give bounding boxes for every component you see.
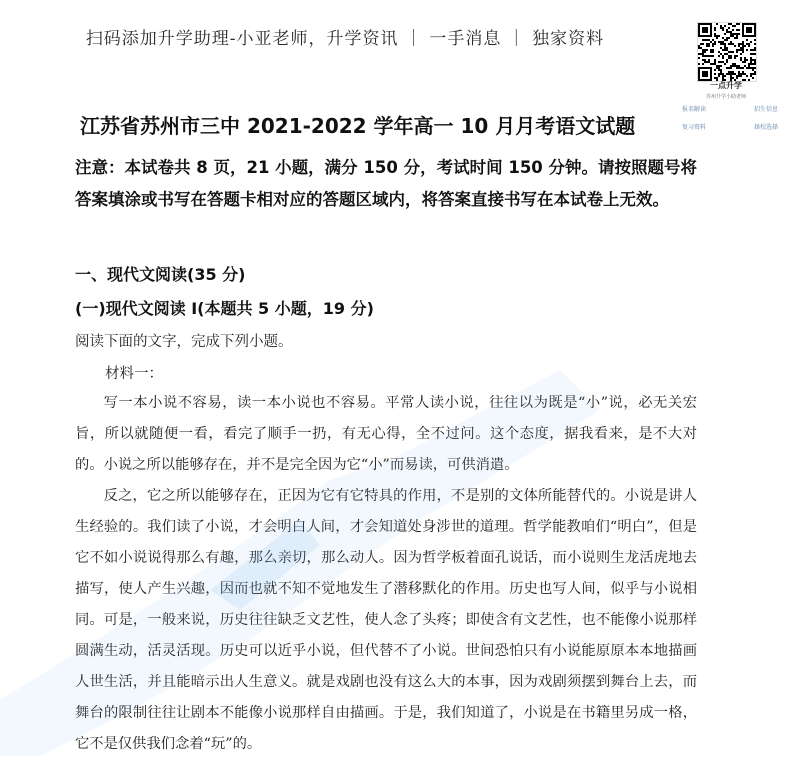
qr-code-image: [697, 22, 757, 82]
qr-code-icon: [698, 23, 756, 81]
subsection-heading: (一)现代文阅读 I(本题共 5 小题，19 分): [75, 299, 374, 318]
qr-link-item[interactable]: 报名解读: [682, 106, 707, 113]
paragraph: 反之，它之所以能够存在，正因为它有它特具的作用，不是别的文体所能替代的。小说是讲人生经验的。我们读了小说，才会明白人间，才会知道处身涉世的道理。哲学能教咱们“明白”，但是它不如小说说得那么有趣，那么亲切，那么动人。因为哲学板着面孔说话，而小说则生龙活虎地去描写，使人产生兴趣，因而也就不知不觉地发生了潜移默化的作用。历史也写人间，似乎与小说相同。可是，一般来说，历史往往缺乏文艺性，使人念了头疼；即使含有文艺性，也不能像小说那样圆满生动，活灵活现。历史可以近乎小说，但代替不了小说。世间恐怕只有小说能原原本本地描画人世生活，并且能暗示出人生意义。就是戏剧也没有这么大的本事，因为戏剧须摆到舞台上去，而舞台的限制往往让剧本不能像小说那样自由描画。于是，我们知道了，小说是在书籍里另成一格，它不是仅供我们念着“玩”的。: [75, 488, 697, 752]
exam-notice: 注意：本试卷共 8 页，21 小题，满分 150 分，考试时间 150 分钟。请按照题号将答案填涂或书写在答题卡相对应的答题区域内，将答案直接书写在本试卷上无效。: [75, 158, 698, 209]
exam-title: 江苏省苏州市三中 2021-2022 学年高一 10 月月考语文试题: [80, 114, 636, 138]
qr-link-item[interactable]: 复习资料: [682, 124, 707, 131]
qr-caption: [690, 80, 762, 100]
qr-subtitle: 苏州升学小助老师: [705, 94, 746, 100]
qr-link-item[interactable]: 招生信息: [753, 106, 778, 113]
qr-links: [682, 104, 778, 140]
qr-brand: 一点升学: [710, 81, 742, 90]
header-promo-banner: 扫码添加升学助理-小亚老师，升学资讯 ｜ 一手消息 ｜ 独家资料: [85, 29, 605, 49]
material-label: 材料一：: [105, 366, 163, 382]
reading-instruction: 阅读下面的文字，完成下列小题。: [75, 334, 293, 350]
qr-link-item[interactable]: 择校选择: [753, 124, 778, 131]
paragraph: 写一本小说不容易，读一本小说也不容易。平常人读小说，往往以为既是“小”说，必无关宏旨，所以就随便一看，看完了顺手一扔，有无心得，全不过问。这个态度，据我看来，是不大对的。小说之所以能够存在，并不是完全因为它“小”而易读，可供消遣。: [75, 395, 697, 473]
section-heading: 一、现代文阅读(35 分): [75, 265, 246, 284]
